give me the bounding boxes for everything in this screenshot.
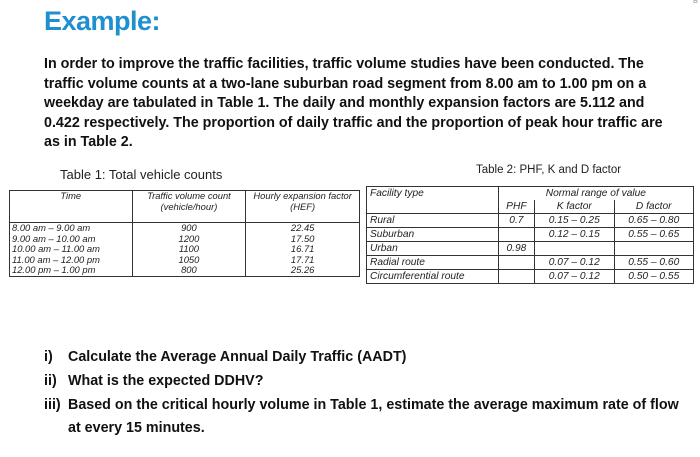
row-phf: 0.98 [498, 242, 534, 256]
row-count: 1200 [132, 234, 246, 245]
header-k-factor: K factor [535, 200, 614, 214]
intro-paragraph: In order to improve the traffic facilities, traffic volume studies have been conducted. The traffic volume counts at a two-lane suburban road segment from 8.00 am to 1.00 pm on a weekday are tabulated in Table 1. The daily and monthly expansion factors are 5.112 and 0.422 respectively. The proportion of daily traffic and the proportion of peak hour traffic are as in Table 2. [44, 56, 663, 150]
table-row [367, 228, 694, 242]
page-corner-mark: ⴰ [692, 0, 698, 5]
row-phf [498, 228, 534, 242]
row-hef: 22.45 [246, 223, 360, 234]
row-time: 8.00 am – 9.00 am [10, 223, 133, 234]
row-d: 0.55 – 0.60 [614, 256, 694, 270]
table-row [367, 270, 694, 284]
row-facility: Radial route [367, 256, 499, 270]
header-volume-count: Traffic volume count (vehicle/hour) [132, 191, 246, 223]
header-d-factor: D factor [614, 200, 694, 214]
table-row [10, 223, 360, 234]
table-row [10, 244, 360, 255]
row-d: 0.55 – 0.65 [614, 228, 694, 242]
table-row [367, 214, 694, 228]
row-time: 9.00 am – 10.00 am [10, 234, 133, 245]
row-count: 1100 [132, 244, 246, 255]
example-heading: Example: [44, 6, 161, 36]
row-facility: Suburban [367, 228, 499, 242]
row-hef: 17.71 [246, 255, 360, 266]
table2-caption: Table 2: PHF, K and D factor [476, 164, 622, 176]
row-count: 900 [132, 223, 246, 234]
question-item [44, 370, 684, 393]
row-time: 11.00 am – 12.00 pm [10, 255, 133, 266]
row-phf [498, 270, 534, 284]
row-d: 0.50 – 0.55 [614, 270, 694, 284]
question-item [44, 394, 684, 440]
table-header-row [367, 187, 694, 201]
question-list [44, 346, 684, 441]
row-phf [498, 256, 534, 270]
header-time: Time [10, 191, 133, 223]
row-d [614, 242, 694, 256]
table1-caption: Table 1: Total vehicle counts [60, 167, 223, 182]
row-hef: 17.50 [246, 234, 360, 245]
row-hef: 16.71 [246, 244, 360, 255]
question-number: iii) [44, 397, 61, 413]
row-phf: 0.7 [498, 214, 534, 228]
question-text: What is the expected DDHV? [68, 373, 264, 389]
row-facility: Urban [367, 242, 499, 256]
header-phf: PHF [498, 200, 534, 214]
question-item [44, 346, 684, 369]
vehicle-count-table [9, 190, 360, 277]
header-normal-range: Normal range of value [498, 187, 693, 201]
question-number: i) [44, 349, 53, 365]
row-k [535, 242, 614, 256]
row-count: 800 [132, 265, 246, 276]
question-number: ii) [44, 373, 57, 389]
row-k: 0.15 – 0.25 [535, 214, 614, 228]
table-row [367, 242, 694, 256]
row-facility: Circumferential route [367, 270, 499, 284]
row-k: 0.07 – 0.12 [535, 270, 614, 284]
table-row [10, 265, 360, 276]
row-k: 0.12 – 0.15 [535, 228, 614, 242]
row-k: 0.07 – 0.12 [535, 256, 614, 270]
row-facility: Rural [367, 214, 499, 228]
table-header-row [10, 191, 360, 223]
table-row [367, 256, 694, 270]
header-hourly-expansion: Hourly expansion factor (HEF) [246, 191, 360, 223]
header-facility-type: Facility type [367, 187, 499, 214]
question-text: Calculate the Average Annual Daily Traffic (AADT) [68, 349, 407, 365]
row-time: 10.00 am – 11.00 am [10, 244, 133, 255]
phf-k-d-table [366, 186, 694, 284]
question-text: Based on the critical hourly volume in Table 1, estimate the average maximum rate of flow at every 15 minutes. [68, 397, 679, 436]
row-time: 12.00 pm – 1.00 pm [10, 265, 133, 276]
row-d: 0.65 – 0.80 [614, 214, 694, 228]
row-hef: 25.26 [246, 265, 360, 276]
row-count: 1050 [132, 255, 246, 266]
